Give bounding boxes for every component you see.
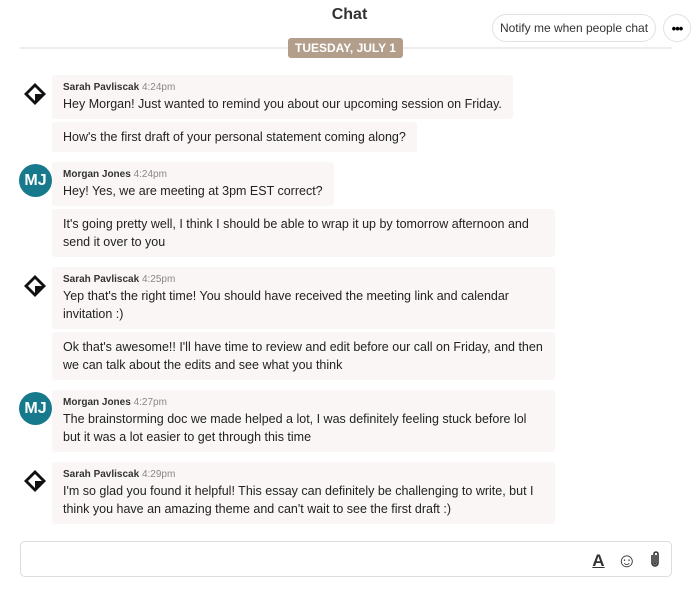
message-text: Ok that's awesome!! I'll have time to review and edit before our call on Friday, and then we can talk about the edits and see what you think [63,340,543,372]
author-name: Sarah Pavliscak [63,469,140,480]
message-time: 4:27pm [133,397,167,408]
date-badge: TUESDAY, JULY 1 [288,38,403,58]
avatar[interactable]: MJ [19,392,52,425]
chat-title: Chat [331,6,368,23]
avatar[interactable] [24,470,46,492]
message-text: I'm so glad you found it helpful! This essay can definitely be challenging to write, but I think you have an amazing theme and can't wait to see the first draft :) [63,484,534,516]
message-text: It's going pretty well, I think I should be able to wrap it up by tomorrow afternoon and send it over to you [63,217,529,249]
author-name: Morgan Jones [63,169,131,180]
message-text: How's the first draft of your personal statement coming along? [63,130,406,144]
emoji-icon[interactable]: ☺ [616,550,637,572]
message-bubble [52,162,334,206]
message-text: The brainstorming doc we made helped a lot, I was definitely feeling stuck before lol but it was a lot easier to get through this time [63,412,527,444]
message-time: 4:25pm [141,274,176,285]
avatar[interactable]: MJ [19,164,52,197]
author-name: Morgan Jones [63,397,131,408]
message-input[interactable] [20,541,672,577]
author-name: Sarah Pavliscak [63,274,140,285]
message-text: Hey! Yes, we are meeting at 3pm EST correct? [63,184,323,198]
message-bubble [52,332,555,380]
message-group [0,75,699,152]
avatar[interactable] [24,275,46,297]
message-time: 4:29pm [141,469,176,480]
avatar[interactable] [24,83,46,105]
message-group [0,390,699,452]
message-text: Hey Morgan! Just wanted to remind you about our upcoming session on Friday. [63,97,502,111]
message-bubble [52,390,555,452]
message-group [0,162,699,257]
attachment-icon[interactable] [649,550,661,572]
message-bubble [52,122,417,152]
more-options-icon[interactable]: ••• [663,14,691,42]
author-name: Sarah Pavliscak [63,82,140,93]
message-group [0,462,699,524]
message-time: 4:24pm [141,82,176,93]
message-time: 4:24pm [133,169,167,180]
message-feed [0,75,699,534]
message-bubble [52,462,555,524]
message-bubble [52,75,513,119]
text-format-icon[interactable]: A [592,551,605,570]
message-bubble [52,209,555,257]
message-bubble [52,267,555,329]
message-group [0,267,699,380]
message-text: Yep that's the right time! You should have received the meeting link and calendar invitation :) [63,289,509,321]
notify-button[interactable]: Notify me when people chat [492,14,656,42]
